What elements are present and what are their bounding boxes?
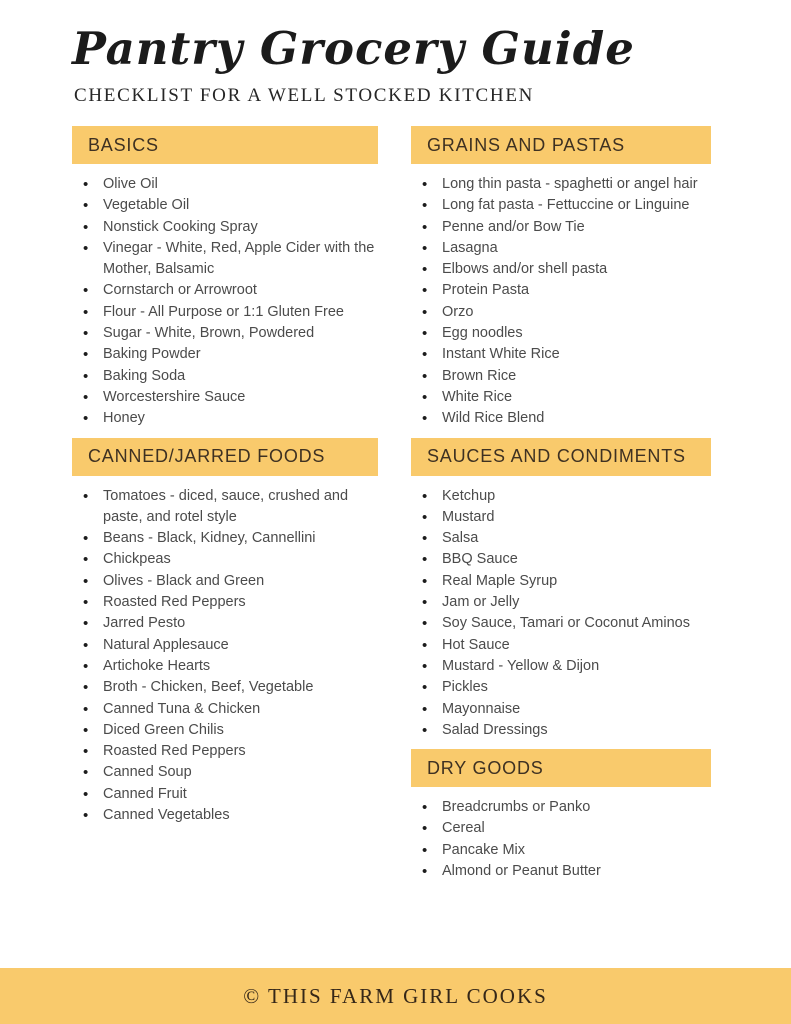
list-item: • Natural Applesauce	[80, 635, 378, 656]
list-item: • Baking Powder	[80, 344, 378, 365]
section-title: SAUCES AND CONDIMENTS	[427, 446, 686, 467]
list-item: • White Rice	[419, 387, 711, 408]
list-item: • Beans - Black, Kidney, Cannellini	[80, 528, 378, 549]
list-item: • Ketchup	[419, 486, 711, 507]
list-item: • Breadcrumbs or Panko	[419, 797, 711, 818]
list-item: • Elbows and/or shell pasta	[419, 259, 711, 280]
list-item: • Egg noodles	[419, 323, 711, 344]
section-title: CANNED/JARRED FOODS	[88, 446, 326, 467]
list-item: • Mustard	[419, 507, 711, 528]
section-header-dry-goods	[411, 749, 711, 787]
section-title: BASICS	[88, 134, 159, 155]
list-item: • Roasted Red Peppers	[80, 741, 378, 762]
list-item: • Honey	[80, 408, 378, 429]
list-item: • Mustard - Yellow & Dijon	[419, 656, 711, 677]
section-header-basics	[72, 126, 378, 164]
list-item: • Lasagna	[419, 238, 711, 259]
list-item: • Long fat pasta - Fettuccine or Linguine	[419, 195, 711, 216]
list-item: • Pancake Mix	[419, 840, 711, 861]
list-item: • Cereal	[419, 818, 711, 839]
list-item: • Olives - Black and Green	[80, 571, 378, 592]
right-column	[411, 126, 711, 890]
section-header-grains-and-pastas	[411, 126, 711, 164]
section-grains-and-pastas	[411, 126, 711, 430]
list-item: • Vegetable Oil	[80, 195, 378, 216]
item-list	[411, 174, 711, 430]
list-item: • Penne and/or Bow Tie	[419, 217, 711, 238]
list-item: • Soy Sauce, Tamari or Coconut Aminos	[419, 613, 711, 634]
list-item: • Long thin pasta - spaghetti or angel hair	[419, 174, 711, 195]
list-item: • Jarred Pesto	[80, 613, 378, 634]
list-item: • Pickles	[419, 677, 711, 698]
list-item: • Chickpeas	[80, 549, 378, 570]
left-column	[72, 126, 378, 890]
list-item: • Flour - All Purpose or 1:1 Gluten Free	[80, 302, 378, 323]
section-title: GRAINS AND PASTAS	[427, 134, 625, 155]
list-item: • Brown Rice	[419, 366, 711, 387]
section-sauces-and-condiments	[411, 438, 711, 742]
section-title: DRY GOODS	[427, 757, 544, 778]
list-item: • Orzo	[419, 302, 711, 323]
list-item: • Salsa	[419, 528, 711, 549]
list-item: • Real Maple Syrup	[419, 571, 711, 592]
page-title: Pantry Grocery Guide	[72, 22, 635, 75]
section-header-sauces-and-condiments	[411, 438, 711, 476]
list-item: • Wild Rice Blend	[419, 408, 711, 429]
list-item: • Baking Soda	[80, 366, 378, 387]
list-item: • Canned Tuna & Chicken	[80, 699, 378, 720]
list-item: • Tomatoes - diced, sauce, crushed and paste, and rotel style	[80, 486, 378, 529]
list-item: • Canned Vegetables	[80, 805, 378, 826]
list-item: • Olive Oil	[80, 174, 378, 195]
list-item: • Nonstick Cooking Spray	[80, 217, 378, 238]
section-basics	[72, 126, 378, 430]
section-header-canned-jarred-foods	[72, 438, 378, 476]
list-item: • Hot Sauce	[419, 635, 711, 656]
list-item: • Instant White Rice	[419, 344, 711, 365]
list-item: • Protein Pasta	[419, 280, 711, 301]
columns-container	[0, 126, 791, 890]
list-item: • Broth - Chicken, Beef, Vegetable	[80, 677, 378, 698]
list-item: • Canned Fruit	[80, 784, 378, 805]
item-list	[411, 797, 711, 882]
list-item: • Mayonnaise	[419, 699, 711, 720]
list-item: • Artichoke Hearts	[80, 656, 378, 677]
page-subtitle: CHECKLIST FOR A WELL STOCKED KITCHEN	[74, 85, 535, 106]
list-item: • Diced Green Chilis	[80, 720, 378, 741]
footer	[0, 968, 791, 1024]
list-item: • Sugar - White, Brown, Powdered	[80, 323, 378, 344]
list-item: • Roasted Red Peppers	[80, 592, 378, 613]
list-item: • Worcestershire Sauce	[80, 387, 378, 408]
list-item: • Vinegar - White, Red, Apple Cider with the Mother, Balsamic	[80, 238, 378, 281]
list-item: • Jam or Jelly	[419, 592, 711, 613]
list-item: • Cornstarch or Arrowroot	[80, 280, 378, 301]
item-list	[72, 174, 378, 430]
section-canned-jarred-foods	[72, 438, 378, 827]
list-item: • Salad Dressings	[419, 720, 711, 741]
footer-text: © THIS FARM GIRL COOKS	[243, 983, 548, 1008]
item-list	[72, 486, 378, 827]
list-item: • Almond or Peanut Butter	[419, 861, 711, 882]
list-item: • BBQ Sauce	[419, 549, 711, 570]
header-block	[0, 0, 791, 107]
list-item: • Canned Soup	[80, 762, 378, 783]
section-dry-goods	[411, 749, 711, 882]
item-list	[411, 486, 711, 742]
